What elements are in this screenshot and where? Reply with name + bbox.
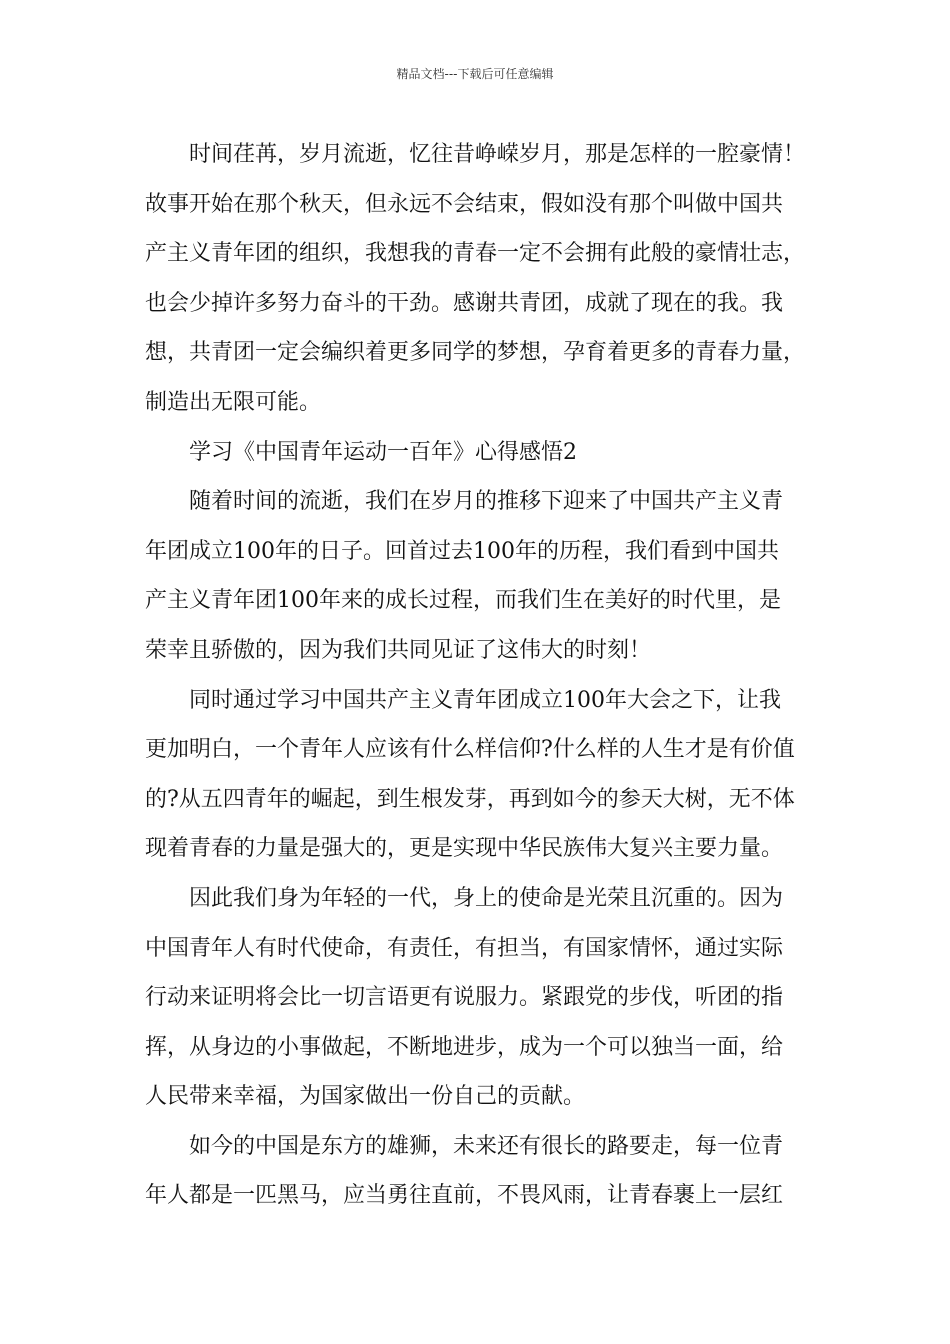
heading-line: 学习《中国青年运动一百年》心得感悟2 (189, 439, 577, 465)
paragraph-line: 中国青年人有时代使命，有责任，有担当，有国家情怀，通过实际 (145, 935, 784, 961)
document-body (145, 130, 835, 1221)
paragraph-line: 制造出无限可能。 (145, 389, 322, 415)
paragraph-line: 产主义青年团100年来的成长过程，而我们生在美好的时代里，是 (145, 588, 781, 614)
section-heading (145, 428, 835, 478)
paragraph-line: 现着青春的力量是强大的，更是实现中华民族伟大复兴主要力量。 (145, 836, 784, 862)
paragraph-line: 挥，从身边的小事做起，不断地进步，成为一个可以独当一面，给 (145, 1034, 784, 1060)
paragraph-line: 同时通过学习中国共产主义青年团成立100年大会之下，让我 (189, 687, 781, 713)
paragraph-4 (145, 676, 835, 874)
page-header: 精品文档---下载后可任意编辑 (396, 67, 554, 81)
paragraph-1 (145, 130, 835, 428)
paragraph-line: 年团成立100年的日子。回首过去100年的历程，我们看到中国共 (145, 538, 779, 564)
paragraph-line: 因此我们身为年轻的一代，身上的使命是光荣且沉重的。因为 (189, 885, 784, 911)
paragraph-line: 随着时间的流逝，我们在岁月的推移下迎来了中国共产主义青 (189, 489, 784, 515)
paragraph-line: 想，共青团一定会编织着更多同学的梦想，孕育着更多的青春力量， (145, 340, 806, 366)
paragraph-line: 荣幸且骄傲的，因为我们共同见证了这伟大的时刻！ (145, 637, 652, 663)
paragraph-line: 如今的中国是东方的雄狮，未来还有很长的路要走，每一位青 (189, 1133, 784, 1159)
paragraph-5 (145, 874, 835, 1122)
paragraph-line: 产主义青年团的组织，我想我的青春一定不会拥有此般的豪情壮志， (145, 241, 806, 267)
paragraph-line: 人民带来幸福，为国家做出一份自己的贡献。 (145, 1084, 586, 1110)
paragraph-line: 故事开始在那个秋天，但永远不会结束，假如没有那个叫做中国共 (145, 191, 784, 217)
paragraph-3 (145, 477, 835, 675)
paragraph-line: 的?从五四青年的崛起，到生根发芽，再到如今的参天大树，无不体 (145, 786, 795, 812)
paragraph-line: 行动来证明将会比一切言语更有说服力。紧跟党的步伐，听团的指 (145, 985, 784, 1011)
paragraph-line: 也会少掉许多努力奋斗的干劲。感谢共青团，成就了现在的我。我 (145, 290, 784, 316)
paragraph-line: 更加明白，一个青年人应该有什么样信仰?什么样的人生才是有价值 (145, 737, 795, 763)
paragraph-line: 时间荏苒，岁月流逝，忆往昔峥嵘岁月，那是怎样的一腔豪情！ (189, 142, 806, 167)
paragraph-line: 年人都是一匹黑马，应当勇往直前，不畏风雨，让青春裹上一层红 (145, 1183, 784, 1209)
paragraph-6 (145, 1122, 835, 1221)
